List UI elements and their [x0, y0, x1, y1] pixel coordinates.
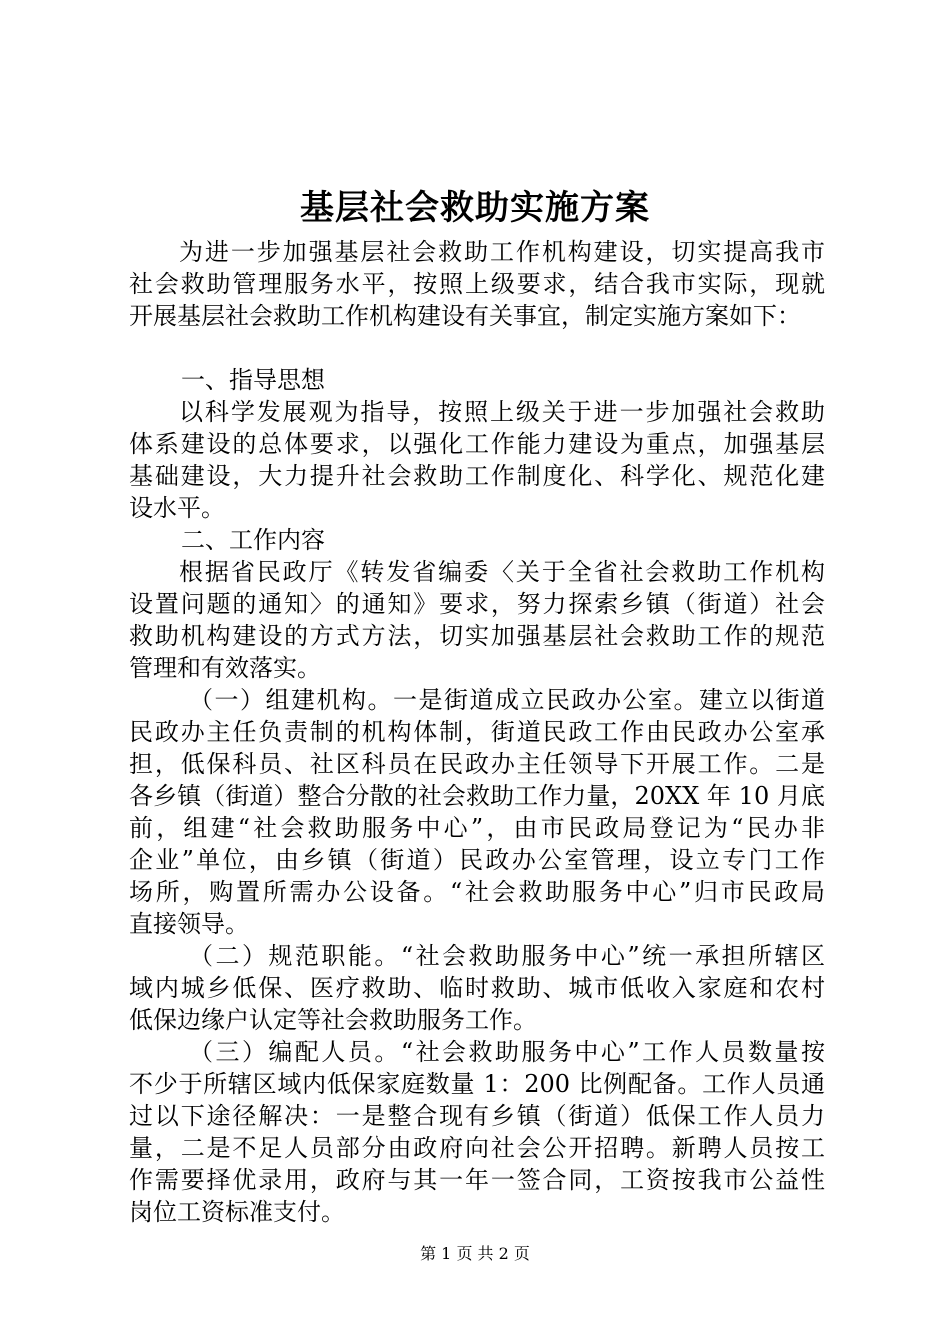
document-body: [129, 236, 825, 1228]
paragraph-line: 直接领导。: [129, 910, 249, 938]
paragraph-line: 企业”单位，由乡镇（街道）民政办公室管理，设立专门工作: [129, 846, 825, 874]
paragraph-line: 场所，购置所需办公设备。“社会救助服务中心”归市民政局: [129, 878, 825, 906]
paragraph-line: 设置问题的通知〉的通知》要求，努力探索乡镇（街道）社会: [129, 590, 825, 618]
paragraph-line: （一）组建机构。一是街道成立民政办公室。建立以街道: [189, 686, 825, 714]
intro-line: 为进一步加强基层社会救助工作机构建设，切实提高我市: [179, 238, 825, 266]
paragraph-line: 基础建设，大力提升社会救助工作制度化、科学化、规范化建: [129, 462, 825, 490]
paragraph-line: 设水平。: [129, 494, 225, 522]
paragraph-line: 域内城乡低保、医疗救助、临时救助、城市低收入家庭和农村: [129, 974, 825, 1002]
paragraph-line: 民政办主任负责制的机构体制，街道民政工作由民政办公室承: [129, 718, 825, 746]
paragraph-line: （三）编配人员。“社会救助服务中心”工作人员数量按: [189, 1038, 825, 1066]
paragraph-line: 根据省民政厅《转发省编委〈关于全省社会救助工作机构: [179, 558, 825, 586]
paragraph-line: 管理和有效落实。: [129, 654, 321, 682]
paragraph-line: 岗位工资标准支付。: [129, 1198, 345, 1226]
page-footer: 第 1 页 共 2 页: [420, 1244, 530, 1263]
paragraph-line: 各乡镇（街道）整合分散的社会救助工作力量，20XX 年 10 月底: [129, 782, 825, 810]
paragraph-line: 以科学发展观为指导，按照上级关于进一步加强社会救助: [179, 398, 825, 426]
paragraph-line: 过以下途径解决：一是整合现有乡镇（街道）低保工作人员力: [129, 1102, 825, 1130]
paragraph-line: 低保边缘户认定等社会救助服务工作。: [129, 1006, 537, 1034]
section-heading: 二、工作内容: [181, 526, 325, 554]
intro-line: 社会救助管理服务水平，按照上级要求，结合我市实际，现就: [129, 270, 825, 298]
paragraph-line: （二）规范职能。“社会救助服务中心”统一承担所辖区: [189, 942, 825, 970]
blank-line: [129, 332, 825, 364]
document-title: 基层社会救助实施方案: [300, 188, 650, 228]
paragraph-line: 体系建设的总体要求，以强化工作能力建设为重点，加强基层: [129, 430, 825, 458]
paragraph-line: 前，组建“社会救助服务中心”，由市民政局登记为“民办非: [129, 814, 825, 842]
paragraph-line: 担，低保科员、社区科员在民政办主任领导下开展工作。二是: [129, 750, 825, 778]
paragraph-line: 量，二是不足人员部分由政府向社会公开招聘。新聘人员按工: [129, 1134, 825, 1162]
section-heading: 一、指导思想: [181, 366, 325, 394]
paragraph-line: 作需要择优录用，政府与其一年一签合同，工资按我市公益性: [129, 1166, 825, 1194]
paragraph-line: 不少于所辖区域内低保家庭数量 1：200 比例配备。工作人员通: [129, 1070, 825, 1098]
paragraph-line: 救助机构建设的方式方法，切实加强基层社会救助工作的规范: [129, 622, 825, 650]
intro-line: 开展基层社会救助工作机构建设有关事宜，制定实施方案如下：: [129, 302, 801, 330]
